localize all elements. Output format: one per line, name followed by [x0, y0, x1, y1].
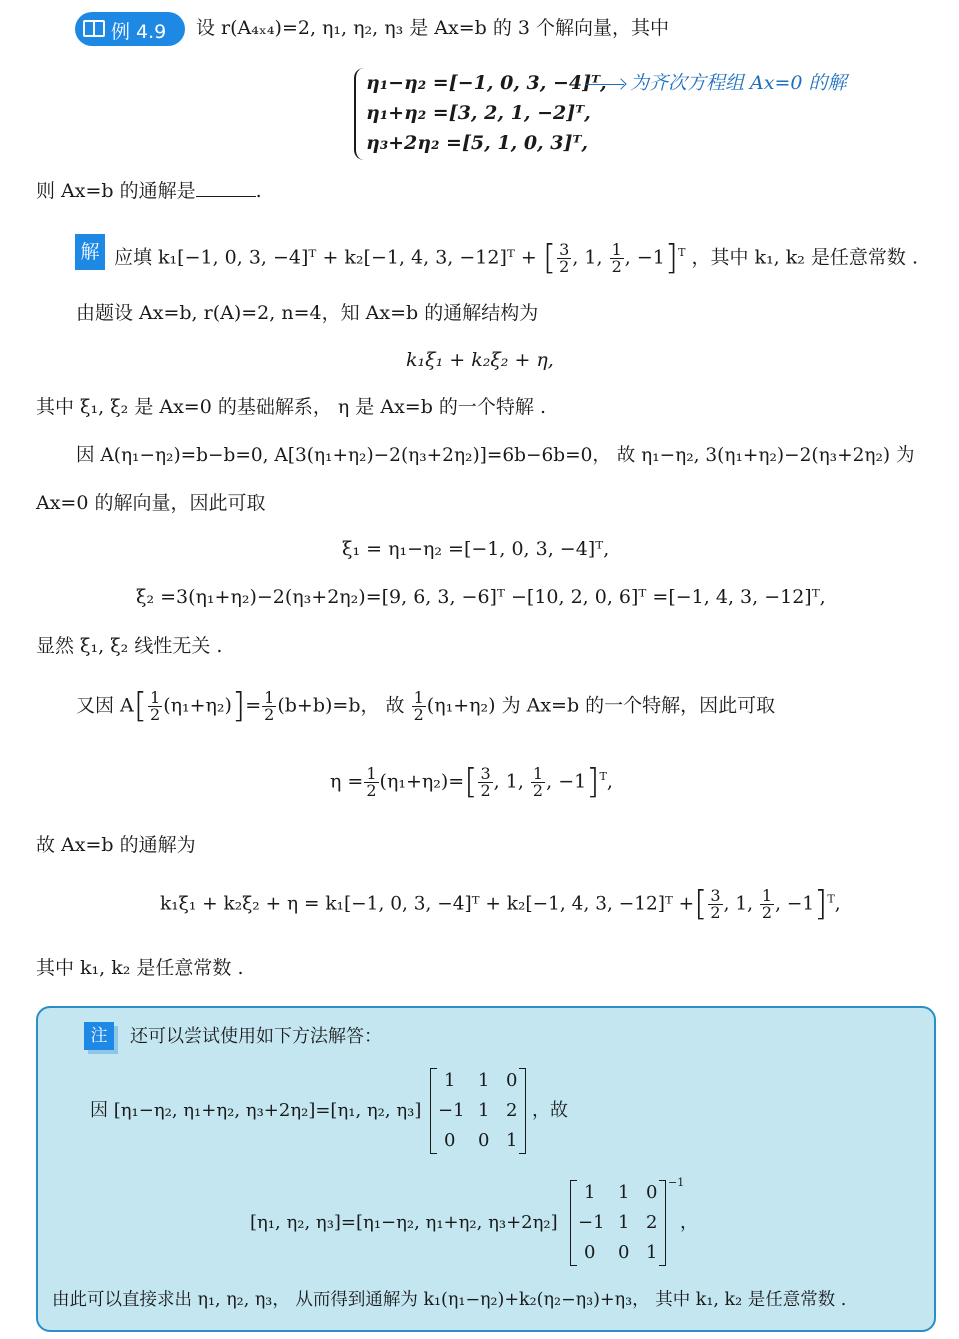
fraction-1-2: $\frac{1}{2}$	[611, 239, 622, 276]
matrix-cell: 1	[646, 1242, 658, 1263]
transpose-mark: T	[678, 246, 686, 260]
matrix-cell: 0	[506, 1070, 518, 1091]
matrix-cell: 1	[478, 1100, 490, 1121]
final-part-b: , 1,	[723, 893, 754, 915]
p5-part-a: 又因 A	[76, 694, 134, 717]
matrix-cell: 2	[646, 1212, 658, 1233]
eta-part-c: , 1,	[493, 770, 524, 793]
final-solution: k₁ξ₁ + k₂ξ₂ + η = k₁[−1, 0, 3, −4]ᵀ + k₂[−1, 4, 3, −12]ᵀ +[ $\frac{3}{2}$ , 1, $\frac{1}{2}$ , −1]$^T$,	[160, 884, 841, 924]
transpose-mark: T	[599, 770, 607, 784]
paragraph-4: 显然 ξ₁, ξ₂ 线性无关 .	[36, 635, 223, 657]
note-line-2-end: ，	[680, 1212, 698, 1233]
fraction-3-2: $\frac{3}{2}$	[480, 763, 491, 800]
answer-part-a: 应填 k₁[−1, 0, 3, −4]ᵀ + k₂[−1, 4, 3, −12]ᵀ +	[114, 246, 537, 269]
xi1-formula: ξ₁ = η₁−η₂ =[−1, 0, 3, −4]ᵀ,	[342, 538, 610, 560]
right-bracket: ]	[814, 884, 828, 924]
question-text: 则 Ax=b 的通解是	[36, 180, 196, 202]
matrix-cell: 0	[618, 1242, 630, 1263]
general-structure: k₁ξ₁ + k₂ξ₂ + η,	[406, 349, 554, 371]
matrix-cell: 1	[478, 1070, 490, 1091]
paragraph-6: 故 Ax=b 的通解为	[36, 834, 196, 856]
paragraph-2: 其中 ξ₁, ξ₂ 是 Ax=0 的基础解系， η 是 Ax=b 的一个特解 .	[36, 396, 546, 418]
paragraph-1: 由题设 Ax=b, r(A)=2, n=4，知 Ax=b 的通解结构为	[76, 302, 539, 324]
note-label: 注	[84, 1022, 114, 1050]
bracket-open: [	[133, 686, 148, 726]
paragraph-3: 因 A(η₁−η₂)=b−b=0, A[3(η₁+η₂)−2(η₃+2η₂)]=6b−6b=0， 故 η₁−η₂, 3(η₁+η₂)−2(η₃+2η₂) 为	[76, 445, 915, 466]
matrix-cell: 0	[646, 1182, 658, 1203]
answer-blank	[196, 196, 256, 197]
paragraph-5: 又因 A[ $\frac{1}{2}$ (η₁+η₂)]= $\frac{1}{2}$ (b+b)=b， 故 $\frac{1}{2}$ (η₁+η₂) 为 Ax=b 的一个特解，因此可取	[76, 686, 776, 726]
arrow-icon	[586, 84, 624, 85]
example-badge	[75, 12, 185, 46]
transpose-mark: T	[827, 892, 835, 906]
note-intro: 还可以尝试使用如下方法解答：	[130, 1026, 382, 1047]
xi2-formula: ξ₂ =3(η₁+η₂)−2(η₃+2η₂)=[9, 6, 3, −6]ᵀ −[10, 2, 0, 6]ᵀ =[−1, 4, 3, −12]ᵀ,	[136, 586, 826, 608]
note-conclusion: 由此可以直接求出 η₁, η₂, η₃， 从而得到通解为 k₁(η₁−η₂)+k₂(η₂−η₃)+η₃， 其中 k₁, k₂ 是任意常数 .	[52, 1290, 847, 1310]
eta-formula: η = $\frac{1}{2}$ (η₁+η₂)=[ $\frac{3}{2}$ , 1, $\frac{1}{2}$ , −1]$^T$,	[330, 762, 613, 802]
solution-label: 解	[75, 234, 105, 270]
matrix-cell: 1	[506, 1130, 518, 1151]
example-stem: 设 r(A₄ₓ₄)=2, η₁, η₂, η₃ 是 Ax=b 的 3 个解向量，其中	[196, 17, 670, 39]
fraction-3-2: $\frac{3}{2}$	[559, 239, 570, 276]
fraction-3-2: $\frac{3}{2}$	[710, 885, 721, 922]
matrix-cell: 0	[478, 1130, 490, 1151]
equation-1-annotation	[580, 72, 847, 95]
eta-part-b: (η₁+η₂)=	[379, 770, 465, 793]
matrix-cell: 0	[584, 1242, 596, 1263]
paragraph-7: 其中 k₁, k₂ 是任意常数 .	[36, 957, 244, 979]
inverse-sup: −1	[668, 1176, 685, 1189]
matrix-cell: −1	[578, 1212, 605, 1233]
paragraph-3b: Ax=0 的解向量，因此可取	[36, 492, 266, 514]
left-bracket: [	[694, 884, 708, 924]
equation-2: η₁+η₂ =[3, 2, 1, −2]ᵀ,	[366, 102, 591, 124]
fraction-1-2: $\frac{1}{2}$	[264, 687, 275, 724]
equation-1: η₁−η₂ =[−1, 0, 3, −4]ᵀ,	[366, 72, 607, 94]
book-icon	[83, 20, 105, 37]
answer-part-c: ，其中 k₁, k₂ 是任意常数 .	[691, 246, 919, 269]
question-line: 则 Ax=b 的通解是 .	[36, 180, 262, 202]
matrix-cell: 1	[444, 1070, 456, 1091]
final-part-a: k₁ξ₁ + k₂ξ₂ + η = k₁[−1, 0, 3, −4]ᵀ + k₂[−1, 4, 3, −12]ᵀ +	[160, 893, 695, 915]
left-bracket: [	[464, 762, 478, 802]
matrix-cell: 0	[444, 1130, 456, 1151]
right-bracket: ]	[586, 762, 600, 802]
matrix-1	[430, 1068, 526, 1154]
fraction-1-2: $\frac{1}{2}$	[532, 763, 544, 800]
fraction-1-2: $\frac{1}{2}$	[150, 687, 161, 724]
final-part-c: , −1	[775, 893, 815, 915]
right-bracket: ]	[664, 238, 679, 278]
fraction-1-2: $\frac{1}{2}$	[413, 687, 424, 724]
matrix-cell: 1	[618, 1212, 630, 1233]
eta-part-a: η =	[330, 770, 364, 793]
note-line-1-end: ，故	[532, 1100, 568, 1121]
p5-part-b: (η₁+η₂)	[163, 694, 232, 717]
matrix-inverse	[570, 1180, 666, 1266]
left-bracket: [	[542, 238, 557, 278]
note-box	[36, 1006, 936, 1332]
note-line-1: 因 [η₁−η₂, η₁+η₂, η₃+2η₂]=[η₁, η₂, η₃]	[90, 1100, 422, 1121]
matrix-cell: −1	[438, 1100, 465, 1121]
p5-part-d: (η₁+η₂) 为 Ax=b 的一个特解，因此可取	[426, 694, 776, 717]
note-line-2: [η₁, η₂, η₃]=[η₁−η₂, η₁+η₂, η₃+2η₂]	[250, 1212, 558, 1233]
eta-part-d: , −1	[546, 770, 587, 793]
equation-3: η₃+2η₂ =[5, 1, 0, 3]ᵀ,	[366, 132, 589, 154]
fraction-1-2: $\frac{1}{2}$	[761, 885, 773, 922]
matrix-cell: 2	[506, 1100, 518, 1121]
example-number: 例 4.9	[111, 21, 167, 43]
bracket-close: ]	[231, 686, 246, 726]
annotation-text: 为齐次方程组 Ax=0 的解	[630, 72, 847, 94]
fraction-1-2: $\frac{1}{2}$	[366, 763, 377, 800]
p5-part-c: (b+b)=b， 故	[277, 694, 405, 717]
matrix-cell: 1	[584, 1182, 596, 1203]
matrix-cell: 1	[618, 1182, 630, 1203]
answer-line: 应填 k₁[−1, 0, 3, −4]ᵀ + k₂[−1, 4, 3, −12]ᵀ + [ $\frac{3}{2}$ , 1, $\frac{1}{2}$ , −1]$^T$ ，其中 k₁, k₂ 是任意常数 .	[114, 238, 919, 278]
